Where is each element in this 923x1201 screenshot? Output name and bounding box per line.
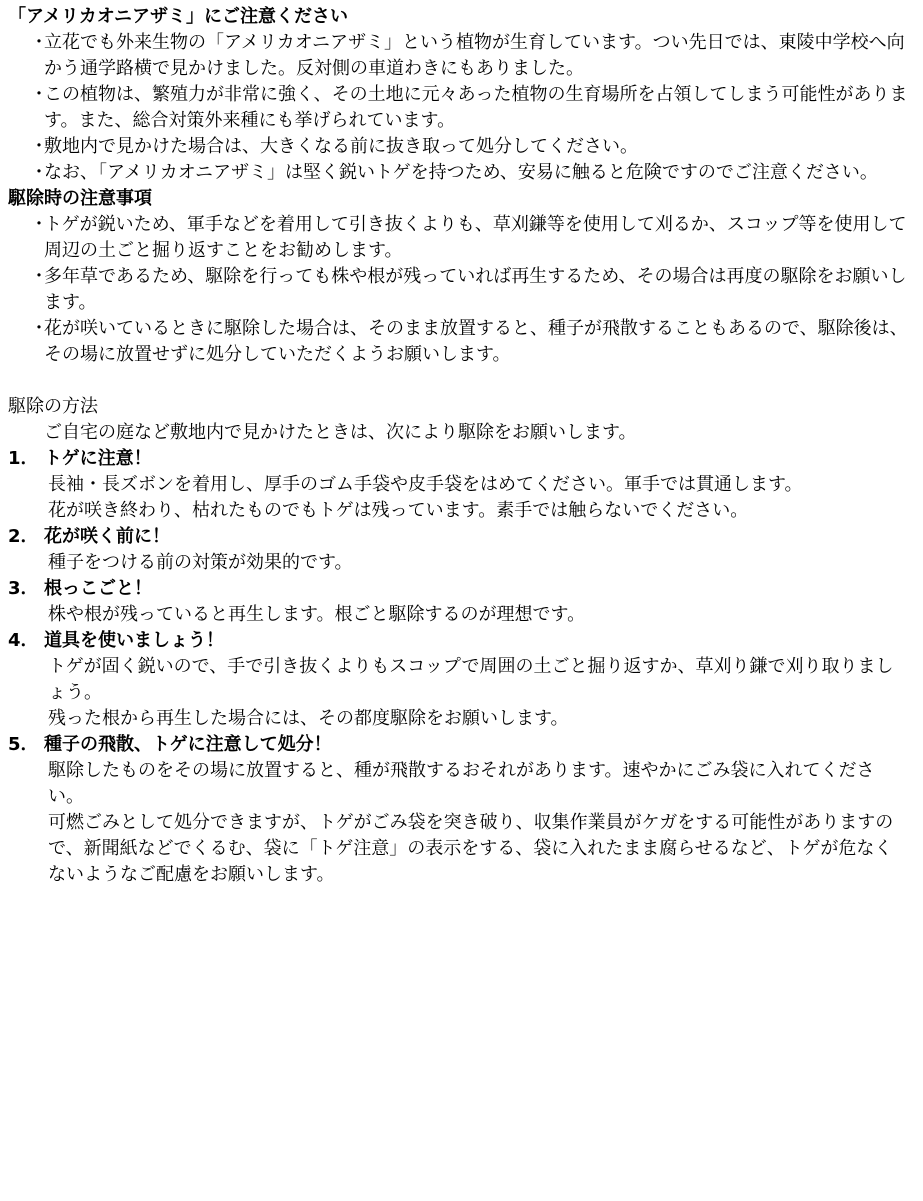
notice-item [8,134,908,160]
cautions-list [8,212,908,368]
method-title-text: トゲに注意！ [44,448,152,469]
bullet-mark: ・ [30,318,48,339]
method-body-text: 可燃ごみとして処分できますが、トゲがごみ袋を突き破り、収集作業員がケガをする可能性がありますので、新聞紙などでくるむ、袋に「トゲ注意」の表示をする、袋に入れたまま腐らせるなど、トゲが危なくないようなご配慮をお願いします。 [48,812,894,885]
method-body-text: 残った根から再生した場合には、その都度駆除をお願いします。 [48,708,569,729]
method-body-text: トゲが固く鋭いので、手で引き抜くよりもスコップで周囲の土ごと掘り返すか、草刈り鎌で刈り取りましょう。 [48,656,894,703]
cautions-heading: 駆除時の注意事項 [8,188,152,209]
notice-item-text: なお、「アメリカオニアザミ」は堅く鋭いトゲを持つため、安易に触ると危険ですのでご注意ください。 [44,162,878,183]
method-number: 5． [8,734,39,755]
method-title [8,576,908,602]
notice-item [8,160,908,186]
method-body-text: 株や根が残っていると再生します。根ごと駆除するのが理想です。 [48,604,586,625]
bullet-mark: ・ [30,136,48,157]
caution-item [8,316,908,368]
notice-item [8,30,908,82]
caution-item [8,212,908,264]
method-body-text: 花が咲き終わり、枯れたものでもトゲは残っています。素手では触らないでください。 [48,500,749,521]
methods-list [8,446,908,888]
caution-item-text: トゲが鋭いため、軍手などを着用して引き抜くよりも、草刈鎌等を使用して刈るか、スコップ等を使用して周辺の土ごと掘り返すことをお勧めします。 [44,214,907,261]
method-item [8,524,908,576]
notice-item-text: この植物は、繁殖力が非常に強く、その土地に元々あった植物の生育場所を占領してしまう可能性があります。また、総合対策外来種にも挙げられています。 [44,84,908,131]
method-title [8,732,908,758]
section-spacer [8,368,908,394]
bullet-mark: ・ [30,32,48,53]
method-title [8,446,908,472]
notice-heading: 「アメリカオニアザミ」にご注意ください [8,6,349,27]
bullet-mark: ・ [30,162,48,183]
method-title-text: 花が咲く前に！ [44,526,170,547]
caution-item-text: 多年草であるため、駆除を行っても株や根が残っていれば再生するため、その場合は再度の駆除をお願いします。 [44,266,907,313]
bullet-mark: ・ [30,84,48,105]
notice-item-text: 立花でも外来生物の「アメリカオニアザミ」という植物が生育しています。つい先日では、東陵中学校へ向かう通学路横で見かけました。反対側の車道わきにもありました。 [44,32,905,79]
method-title-text: 種子の飛散、トゲに注意して処分！ [44,734,332,755]
bullet-mark: ・ [30,214,48,235]
method-number: 1． [8,448,39,469]
method-number: 4． [8,630,39,651]
notice-item-text: 敷地内で見かけた場合は、大きくなる前に抜き取って処分してください。 [44,136,638,157]
methods-intro: ご自宅の庭など敷地内で見かけたときは、次により駆除をお願いします。 [44,422,637,443]
caution-item [8,264,908,316]
method-item [8,628,908,732]
method-title [8,628,908,654]
method-item [8,446,908,524]
notice-list [8,30,908,186]
method-title-text: 根っこごと！ [44,578,152,599]
method-item [8,732,908,888]
notice-item [8,82,908,134]
method-body-text: 種子をつける前の対策が効果的です。 [48,552,353,573]
method-body-text: 長袖・長ズボンを着用し、厚手のゴム手袋や皮手袋をはめてください。軍手では貫通します。 [48,474,803,495]
bullet-mark: ・ [30,266,48,287]
method-item [8,576,908,628]
methods-heading: 駆除の方法 [8,396,98,417]
document [8,4,908,888]
method-body-text: 駆除したものをその場に放置すると、種が飛散するおそれがあります。速やかにごみ袋に入れてください。 [48,760,875,807]
method-number: 3． [8,578,39,599]
method-title-text: 道具を使いましょう！ [44,630,224,651]
method-title [8,524,908,550]
caution-item-text: 花が咲いているときに駆除した場合は、そのまま放置すると、種子が飛散することもあるので、駆除後は、その場に放置せずに処分していただくようお願いします。 [44,318,908,365]
method-number: 2． [8,526,39,547]
